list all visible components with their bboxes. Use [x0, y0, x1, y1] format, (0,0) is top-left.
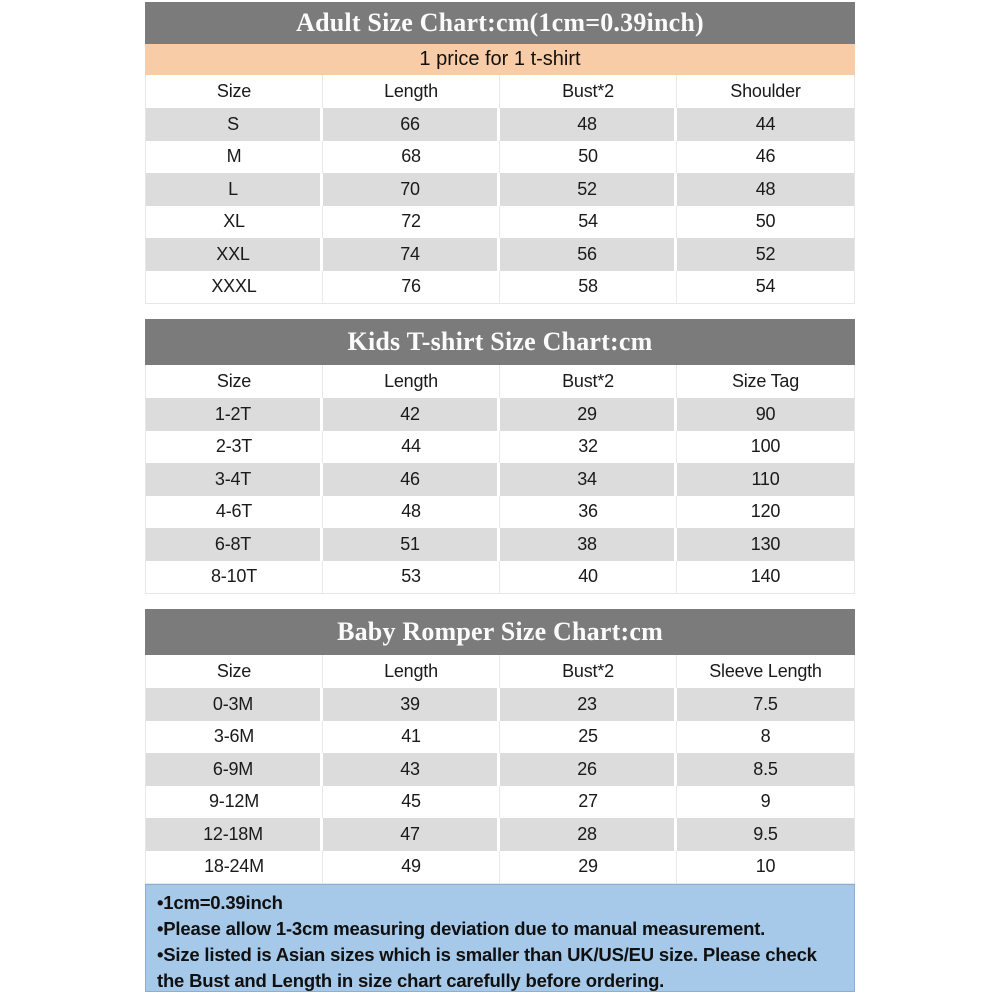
table-cell: 3-6M [146, 721, 323, 754]
table-cell: 46 [755, 146, 776, 167]
kids-size-table [145, 365, 855, 594]
table-cell: 47 [323, 818, 500, 851]
column-header: Size Tag [731, 371, 800, 391]
price-note-text: 1 price for 1 t-shirt [419, 48, 581, 70]
table-cell: 32 [500, 431, 677, 464]
table-cell: 72 [323, 206, 500, 239]
kids-section-title-banner [145, 319, 855, 365]
table-cell: 48 [677, 173, 854, 206]
table-row [146, 688, 854, 721]
table-cell: 9 [760, 791, 771, 812]
table-cell: 1-2T [146, 398, 323, 431]
table-row [146, 108, 854, 141]
table-cell: 9-12M [146, 786, 323, 819]
table-cell: 28 [500, 818, 677, 851]
table-cell: 54 [755, 276, 776, 297]
table-row [146, 561, 854, 594]
table-cell: XXL [146, 238, 323, 271]
table-cell: 56 [500, 238, 677, 271]
table-cell: S [146, 108, 323, 141]
table-row [146, 431, 854, 464]
table-row [146, 238, 854, 271]
baby-section-title-banner [145, 609, 855, 655]
table-cell: 68 [323, 141, 500, 174]
kids-size-section [145, 319, 855, 594]
table-cell: 29 [500, 851, 677, 884]
table-cell: 36 [500, 496, 677, 529]
table-cell: 58 [500, 271, 677, 304]
column-header: Bust*2 [500, 655, 677, 688]
footer-note: •Please allow 1-3cm measuring deviation due to manual measurement. [157, 918, 766, 939]
baby-size-table [145, 655, 855, 884]
table-cell: 66 [323, 108, 500, 141]
table-cell: 42 [323, 398, 500, 431]
table-row [146, 398, 854, 431]
header-row [146, 75, 854, 108]
table-cell: 12-18M [146, 818, 323, 851]
table-row [146, 206, 854, 239]
table-cell: 27 [500, 786, 677, 819]
table-cell: 34 [500, 463, 677, 496]
table-cell: 48 [500, 108, 677, 141]
table-cell: 41 [323, 721, 500, 754]
table-cell: M [146, 141, 323, 174]
column-header: Size [146, 655, 323, 688]
table-cell: 9.5 [677, 818, 854, 851]
baby-size-section [145, 609, 855, 884]
baby-section-title: Baby Romper Size Chart:cm [337, 617, 663, 646]
column-header: Sleeve Length [709, 661, 822, 681]
table-cell: XXXL [146, 271, 323, 304]
table-cell: 38 [500, 528, 677, 561]
table-cell: 2-3T [146, 431, 323, 464]
table-row [146, 496, 854, 529]
table-cell: 54 [500, 206, 677, 239]
table-cell: 23 [500, 688, 677, 721]
table-row [146, 851, 854, 884]
table-cell: 76 [323, 271, 500, 304]
table-cell: 110 [677, 463, 854, 496]
table-cell: 25 [500, 721, 677, 754]
table-cell: 6-8T [146, 528, 323, 561]
table-cell: 44 [323, 431, 500, 464]
table-cell: 44 [677, 108, 854, 141]
adult-section-title: Adult Size Chart:cm(1cm=0.39inch) [296, 8, 704, 37]
table-cell: 4-6T [146, 496, 323, 529]
table-cell: 39 [323, 688, 500, 721]
table-cell: 130 [677, 528, 854, 561]
column-header: Bust*2 [500, 365, 677, 398]
table-row [146, 141, 854, 174]
column-header: Length [323, 75, 500, 108]
table-cell: 90 [677, 398, 854, 431]
table-row [146, 463, 854, 496]
table-cell: 70 [323, 173, 500, 206]
table-cell: 49 [323, 851, 500, 884]
column-header: Bust*2 [500, 75, 677, 108]
adult-section-title-banner [145, 2, 855, 44]
column-header: Size [146, 75, 323, 108]
footer-note: •1cm=0.39inch [157, 892, 283, 913]
table-cell: 50 [500, 141, 677, 174]
table-cell: XL [146, 206, 323, 239]
table-cell: 120 [750, 501, 781, 522]
column-header: Shoulder [730, 81, 801, 101]
table-row [146, 721, 854, 754]
table-cell: 43 [323, 753, 500, 786]
table-cell: 50 [755, 211, 776, 232]
column-header: Length [323, 655, 500, 688]
table-cell: L [146, 173, 323, 206]
table-cell: 53 [323, 561, 500, 594]
table-cell: 48 [323, 496, 500, 529]
table-cell: 100 [750, 436, 781, 457]
table-cell: 3-4T [146, 463, 323, 496]
table-cell: 8-10T [146, 561, 323, 594]
table-row [146, 786, 854, 819]
size-chart-content [145, 2, 855, 992]
table-row [146, 818, 854, 851]
notes-footer [145, 884, 855, 992]
footer-note: •Size listed is Asian sizes which is smaller than UK/US/EU size. Please check the Bust and Length in size chart carefully before ordering. [157, 944, 817, 991]
table-row [146, 271, 854, 304]
table-cell: 45 [323, 786, 500, 819]
adult-size-section [145, 2, 855, 304]
table-cell: 6-9M [146, 753, 323, 786]
table-row [146, 753, 854, 786]
table-cell: 18-24M [146, 851, 323, 884]
table-cell: 0-3M [146, 688, 323, 721]
table-cell: 7.5 [677, 688, 854, 721]
table-row [146, 528, 854, 561]
table-cell: 74 [323, 238, 500, 271]
table-cell: 140 [750, 566, 781, 587]
table-cell: 52 [500, 173, 677, 206]
header-row [146, 365, 854, 398]
kids-section-title: Kids T-shirt Size Chart:cm [347, 327, 653, 356]
table-cell: 51 [323, 528, 500, 561]
price-note-banner [145, 44, 855, 75]
column-header: Size [146, 365, 323, 398]
table-cell: 52 [677, 238, 854, 271]
table-cell: 26 [500, 753, 677, 786]
table-cell: 8 [760, 726, 771, 747]
table-cell: 29 [500, 398, 677, 431]
table-cell: 40 [500, 561, 677, 594]
table-cell: 8.5 [677, 753, 854, 786]
adult-size-table [145, 75, 855, 304]
header-row [146, 655, 854, 688]
table-row [146, 173, 854, 206]
table-cell: 46 [323, 463, 500, 496]
table-cell: 10 [755, 856, 776, 877]
column-header: Length [323, 365, 500, 398]
